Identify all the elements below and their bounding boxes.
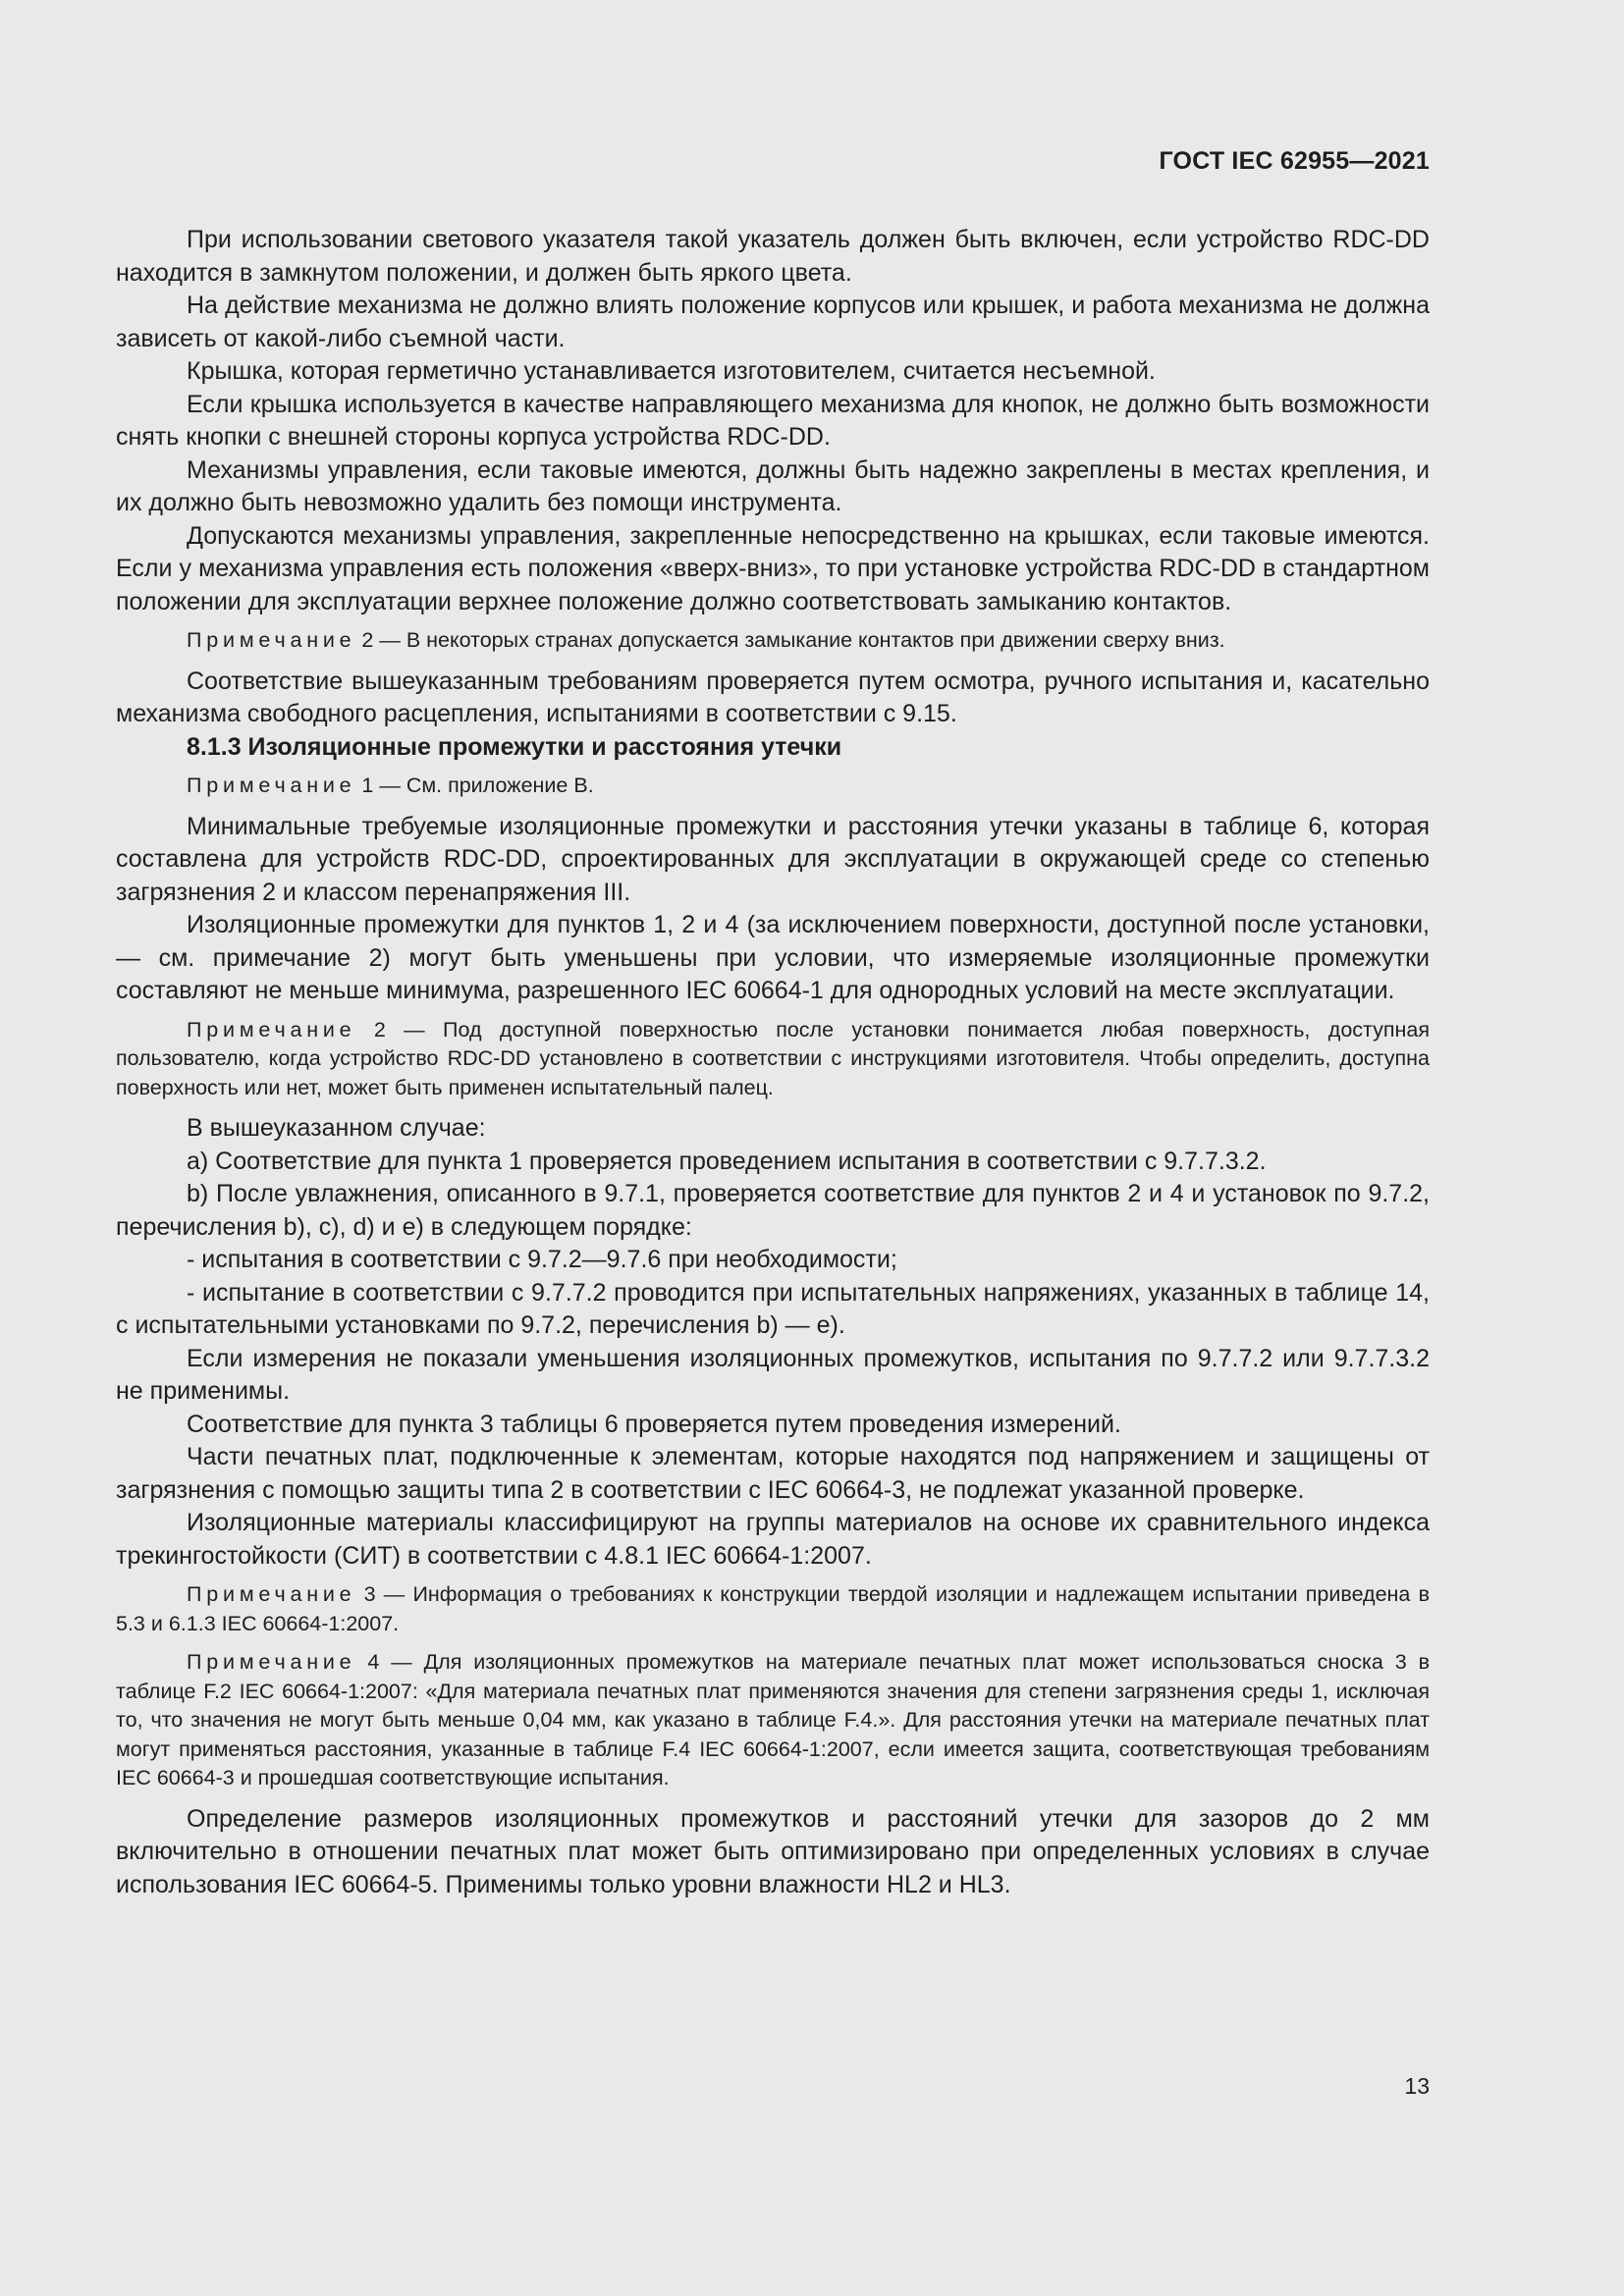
note: [116, 1016, 1430, 1103]
paragraph: Изоляционные материалы классифицируют на группы материалов на основе их сравнительного индекса трекингостойкости (СИТ) в соответствии с 4.8.1 IEC 60664-1:2007.: [116, 1509, 1430, 1570]
note-label: Примечание: [187, 628, 356, 652]
paragraph: Если измерения не показали уменьшения изоляционных промежутков, испытания по 9.7.7.2 или 9.7.7.3.2 не применимы.: [116, 1344, 1430, 1405]
paragraph: Минимальные требуемые изоляционные промежутки и расстояния утечки указаны в таблице 6, которая составлена для устройств RDC-DD, спроектированных для эксплуатации в окружающей среде со степенью загрязнения 2 и классом перенапряжения III.: [116, 812, 1430, 906]
note-label: Примечание: [187, 774, 356, 797]
paragraph: Соответствие вышеуказанным требованиям проверяется путем осмотра, ручного испытания и, касательно механизма свободного расцепления, испытаниями в соответствии с 9.15.: [116, 667, 1430, 727]
note-text: 2 — Под доступной поверхностью после установки понимается любая поверхность, доступная пользователю, когда устройство RDC-DD установлено в соответствии с инструкциями изготовителя. Чтобы определить, доступна поверхность или нет, может быть применен испытательный палец.: [116, 1017, 1430, 1099]
paragraph: В вышеуказанном случае:: [187, 1114, 486, 1142]
note-label: Примечание: [187, 1582, 356, 1606]
note-text: 3 — Информация о требованиях к конструкции твердой изоляции и надлежащем испытании приведена в 5.3 и 6.1.3 IEC 60664-1:2007.: [116, 1582, 1430, 1635]
note-text: 4 — Для изоляционных промежутков на материале печатных плат может использоваться сноска 3 в таблице F.2 IEC 60664-1:2007: «Для материала печатных плат применяются значения для степени загрязнения среды 1, исключая то, что значения не могут быть меньше 0,04 мм, как указано в таблице F.4.». Для расстояния утечки на материале печатных плат могут применяться расстояния, указанные в таблице F.4 IEC 60664-1:2007, если имеется защита, соответствующая требованиям IEC 60664-3 и прошедшая соответствующие испытания.: [116, 1650, 1430, 1789]
note-label: Примечание: [187, 1650, 356, 1674]
paragraph: Механизмы управления, если таковые имеются, должны быть надежно закреплены в местах крепления, и их должно быть невозможно удалить без помощи инструмента.: [116, 455, 1430, 516]
note: [116, 772, 1430, 801]
note: [116, 1580, 1430, 1638]
section-heading: 8.1.3 Изоляционные промежутки и расстояния утечки: [187, 732, 842, 761]
note-text: 1 — См. приложение В.: [355, 774, 594, 797]
page-body: [116, 224, 1430, 1901]
paragraph: Допускаются механизмы управления, закрепленные непосредственно на крышках, если таковые имеются. Если у механизма управления есть положения «вверх-вниз», то при установке устройства RDC-DD в стандартном положении для эксплуатации верхнее положение должно соответствовать замыканию контактов.: [116, 521, 1430, 615]
list-item: b) После увлажнения, описанного в 9.7.1, проверяется соответствие для пунктов 2 и 4 и установок по 9.7.2, перечисления b), c), d) и e) в следующем порядке:: [116, 1180, 1430, 1241]
paragraph: На действие механизма не должно влиять положение корпусов или крышек, и работа механизма не должна зависеть от какой-либо съемной части.: [116, 292, 1430, 352]
note: [116, 626, 1430, 656]
paragraph: Изоляционные промежутки для пунктов 1, 2 и 4 (за исключением поверхности, доступной после установки, — см. примечание 2) могут быть уменьшены при условии, что измеряемые изоляционные промежутки составляют не меньше минимума, разрешенного IEC 60664-1 для однородных условий на месте эксплуатации.: [116, 911, 1430, 1004]
note-text: 2 — В некоторых странах допускается замыкание контактов при движении сверху вниз.: [355, 628, 1225, 652]
document-code-header: ГОСТ IEC 62955—2021: [1159, 147, 1430, 175]
paragraph: Крышка, которая герметично устанавливается изготовителем, считается несъемной.: [187, 357, 1156, 385]
paragraph: При использовании светового указателя такой указатель должен быть включен, если устройство RDC-DD находится в замкнутом положении, и должен быть яркого цвета.: [116, 226, 1430, 287]
paragraph: Определение размеров изоляционных промежутков и расстояний утечки для зазоров до 2 мм включительно в отношении печатных плат может быть оптимизировано при определенных условиях в случае использования IEC 60664-5. Применимы только уровни влажности HL2 и HL3.: [116, 1804, 1430, 1898]
paragraph: Части печатных плат, подключенные к элементам, которые находятся под напряжением и защищены от загрязнения с помощью защиты типа 2 в соответствии с IEC 60664-3, не подлежат указанной проверке.: [116, 1443, 1430, 1504]
paragraph: Если крышка используется в качестве направляющего механизма для кнопок, не должно быть возможности снять кнопки с внешней стороны корпуса устройства RDC-DD.: [116, 390, 1430, 451]
note-label: Примечание: [187, 1017, 356, 1041]
list-item: - испытания в соответствии с 9.7.2—9.7.6 при необходимости;: [187, 1246, 897, 1273]
page-number: 13: [1404, 2073, 1430, 2099]
note: [116, 1648, 1430, 1793]
list-item: - испытание в соответствии с 9.7.7.2 проводится при испытательных напряжениях, указанных в таблице 14, с испытательными установками по 9.7.2, перечисления b) — e).: [116, 1278, 1430, 1339]
paragraph: Соответствие для пункта 3 таблицы 6 проверяется путем проведения измерений.: [187, 1410, 1121, 1438]
list-item: a) Соответствие для пункта 1 проверяется проведением испытания в соответствии с 9.7.7.3.2.: [187, 1147, 1267, 1175]
